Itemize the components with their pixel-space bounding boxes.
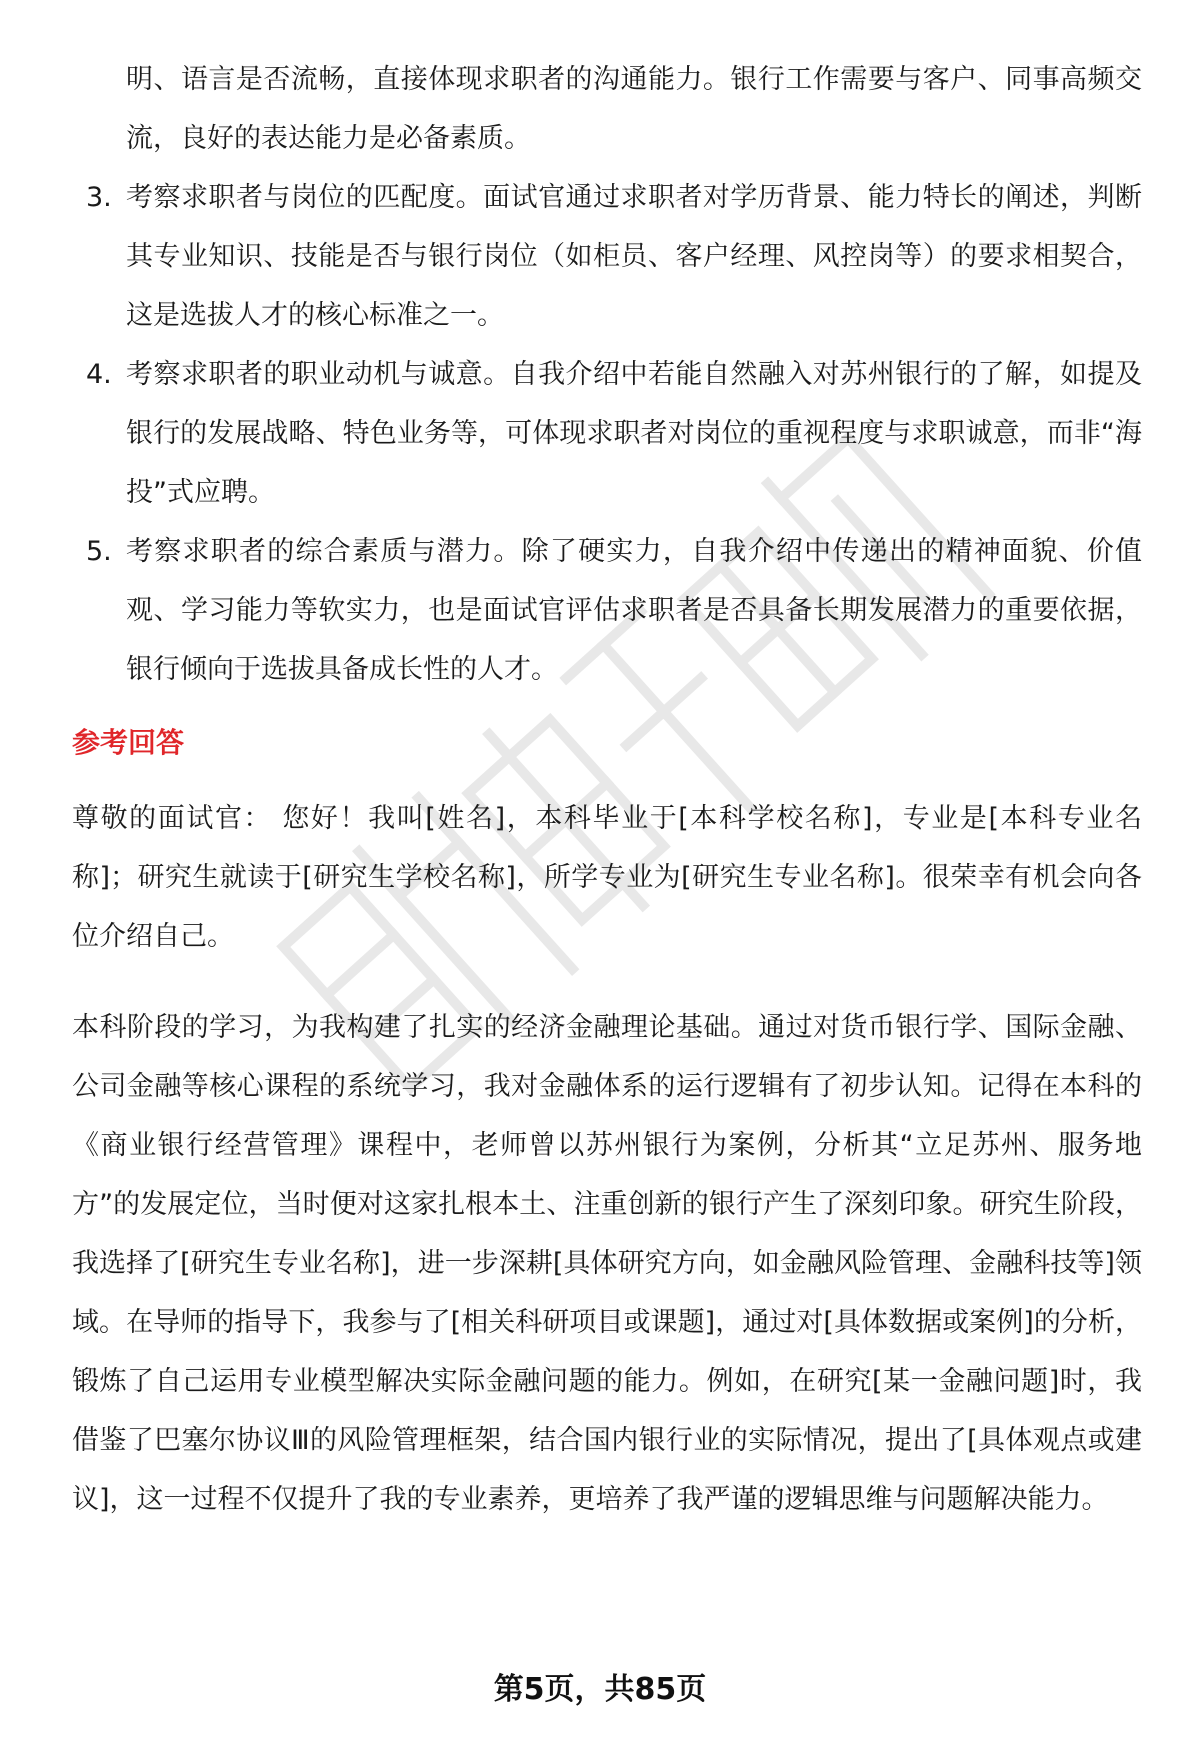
page-number-footer: 第5页，共85页 [493,1672,707,1707]
list-item [72,522,1142,699]
numbered-list [72,168,1142,699]
list-item-number: 4. [86,359,112,390]
list-item [72,168,1142,345]
answer-paragraph: 本科阶段的学习，为我构建了扎实的经济金融理论基础。通过对货币银行学、国际金融、公司金融等核心课程的系统学习，我对金融体系的运行逻辑有了初步认知。记得在本科的《商业银行经营管理》课程中，老师曾以苏州银行为案例，分析其“立足苏州、服务地方”的发展定位，当时便对这家扎根本土、注重创新的银行产生了深刻印象。研究生阶段，我选择了[研究生专业名称]，进一步深耕[具体研究方向，如金融风险管理、金融科技等]领域。在导师的指导下，我参与了[相关科研项目或课题]，通过对[具体数据或案例]的分析，锻炼了自己运用专业模型解决实际金融问题的能力。例如，在研究[某一金融问题]时，我借鉴了巴塞尔协议Ⅲ的风险管理框架，结合国内银行业的实际情况，提出了[具体观点或建议]，这一过程不仅提升了我的专业素养，更培养了我严谨的逻辑思维与问题解决能力。 [72,1012,1142,1515]
list-item-number: 5. [86,536,112,567]
document-content [72,50,1142,1529]
list-item [72,345,1142,522]
answer-paragraph: 尊敬的面试官： 您好！我叫[姓名]，本科毕业于[本科学校名称]，专业是[本科专业名称]；研究生就读于[研究生学校名称]，所学专业为[研究生专业名称]。很荣幸有机会向各位介绍自己。 [72,803,1142,952]
list-item-number: 3. [86,182,112,213]
list-item-text: 考察求职者的职业动机与诚意。自我介绍中若能自然融入对苏州银行的了解，如提及银行的发展战略、特色业务等，可体现求职者对岗位的重视程度与求职诚意，而非“海投”式应聘。 [126,359,1142,508]
list-item-text: 考察求职者与岗位的匹配度。面试官通过求职者对学历背景、能力特长的阐述，判断其专业知识、技能是否与银行岗位（如柜员、客户经理、风控岗等）的要求相契合，这是选拔人才的核心标准之一。 [126,182,1142,331]
continued-item-text: 明、语言是否流畅，直接体现求职者的沟通能力。银行工作需要与客户、同事高频交流，良好的表达能力是必备素质。 [126,64,1142,154]
list-item-text: 考察求职者的综合素质与潜力。除了硬实力，自我介绍中传递出的精神面貌、价值观、学习能力等软实力，也是面试官评估求职者是否具备长期发展潜力的重要依据，银行倾向于选拔具备成长性的人才。 [126,536,1142,685]
section-heading: 参考回答 [72,726,185,759]
